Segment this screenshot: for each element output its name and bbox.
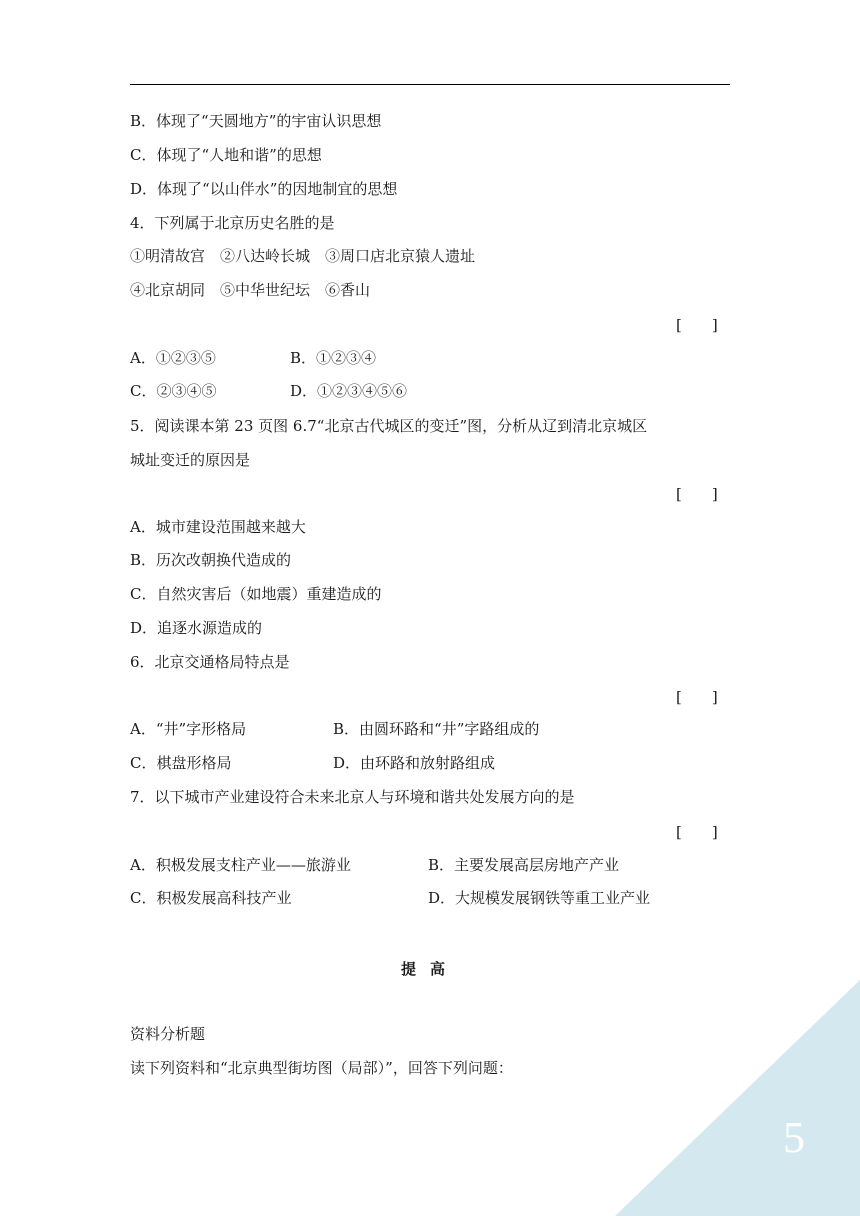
q5-stem-line2: 城址变迁的原因是 (130, 451, 251, 469)
q7-option-d: D．大规模发展钢铁等重工业产业 (428, 889, 651, 907)
page-number: 5 (783, 1113, 805, 1162)
q7-option-c: C．积极发展高科技产业 (130, 889, 292, 907)
q7-answer-bracket: [ ] (676, 823, 718, 841)
q6-answer-bracket: [ ] (676, 688, 718, 706)
q4-option-b: B．①②③④ (290, 349, 377, 367)
q4-stem: 4．下列属于北京历史名胜的是 (130, 214, 335, 232)
q3-option-b: B．体现了“天圆地方”的宇宙认识思想 (130, 112, 382, 130)
q4-option-a: A．①②③⑤ (130, 349, 216, 367)
q4-answer-bracket: [ ] (676, 316, 718, 334)
header-rule (130, 84, 730, 85)
q5-option-c: C．自然灾害后（如地震）重建造成的 (130, 585, 382, 603)
page-corner-decoration (615, 980, 860, 1216)
q6-option-d: D．由环路和放射路组成 (333, 754, 496, 772)
q6-option-c: C．棋盘形格局 (130, 754, 232, 772)
q7-option-b: B．主要发展高层房地产产业 (428, 856, 620, 874)
q5-option-d: D．追逐水源造成的 (130, 619, 263, 637)
q4-items-line2: ④北京胡同 ⑤中华世纪坛 ⑥香山 (130, 281, 371, 299)
q5-stem-line1: 5．阅读课本第 23 页图 6.7“北京古代城区的变迁”图，分析从辽到清北京城区 (130, 417, 648, 435)
q5-option-b: B．历次改朝换代造成的 (130, 551, 292, 569)
q4-option-c: C．②③④⑤ (130, 382, 217, 400)
q6-option-a: A．“井”字形格局 (130, 720, 247, 738)
q3-option-d: D．体现了“以山伴水”的因地制宜的思想 (130, 180, 398, 198)
q7-option-a: A．积极发展支柱产业——旅游业 (130, 856, 351, 874)
q4-items-line1: ①明清故宫 ②八达岭长城 ③周口店北京猿人遗址 (130, 247, 476, 265)
q5-option-a: A．城市建设范围越来越大 (130, 518, 306, 536)
section-heading: 提高 (400, 960, 459, 978)
q6-option-b: B．由圆环路和“井”字路组成的 (333, 720, 540, 738)
section-subheading: 资料分析题 (130, 1025, 206, 1043)
q7-stem: 7．以下城市产业建设符合未来北京人与环境和谐共处发展方向的是 (130, 788, 575, 806)
q4-option-d: D．①②③④⑤⑥ (290, 382, 408, 400)
q6-stem: 6．北京交通格局特点是 (130, 653, 290, 671)
section-intro: 读下列资料和“北京典型街坊图（局部）”，回答下列问题： (130, 1059, 513, 1077)
q3-option-c: C．体现了“人地和谐”的思想 (130, 146, 322, 164)
q5-answer-bracket: [ ] (676, 485, 718, 503)
